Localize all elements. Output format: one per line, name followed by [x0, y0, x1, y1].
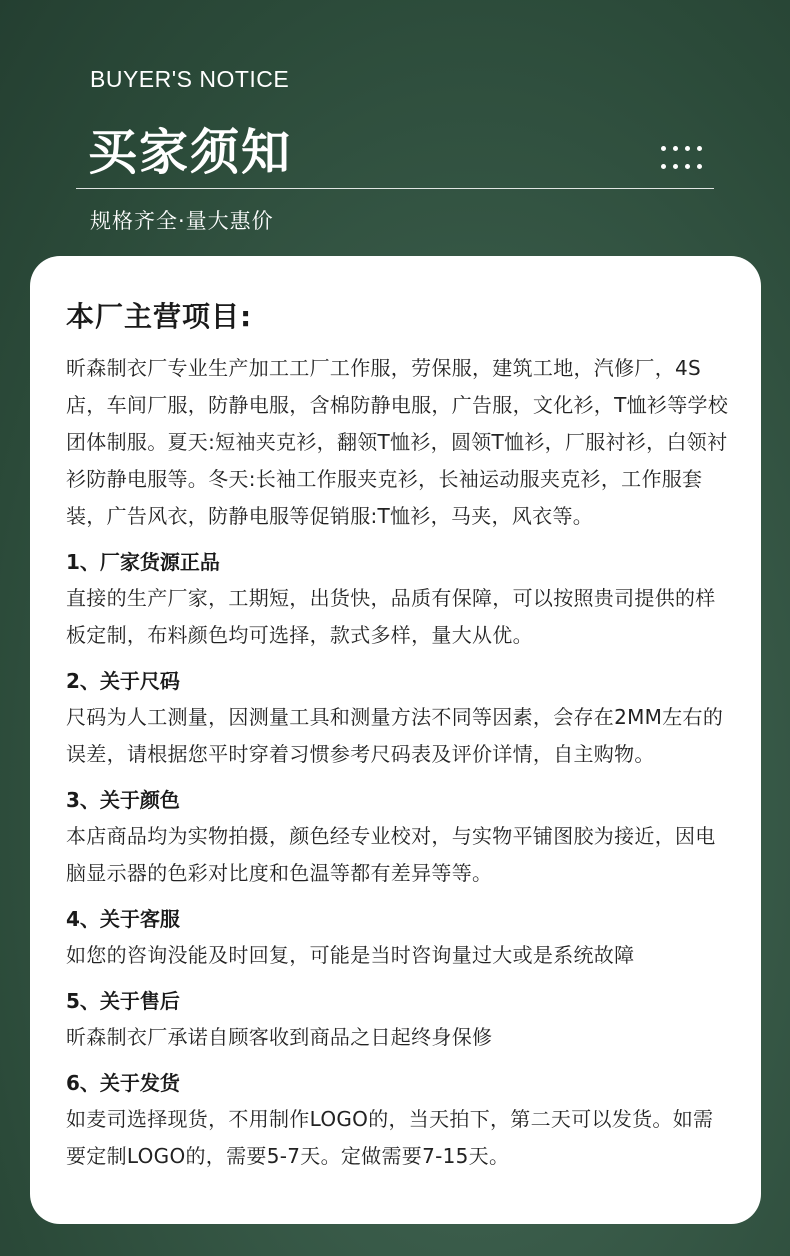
section-heading: 2、关于尺码: [66, 669, 180, 693]
header-en-title: BUYER'S NOTICE: [90, 66, 290, 92]
section-heading: 3、关于颜色: [66, 788, 180, 812]
section-heading: 4、关于客服: [66, 907, 180, 931]
dot: [685, 164, 690, 169]
dot: [673, 164, 678, 169]
section-body: 本店商品均为实物拍摄，颜色经专业校对，与实物平铺图胶为接近，因电脑显示器的色彩对比度和色温等都有差异等等。: [66, 824, 716, 885]
section-body: 如麦司选择现货，不用制作LOGO的，当天拍下，第二天可以发货。如需要定制LOGO的，需要5-7天。定做需要7-15天。: [66, 1107, 714, 1168]
card-title: 本厂主营项目:: [66, 300, 253, 333]
section-heading: 5、关于售后: [66, 989, 180, 1013]
dot: [685, 146, 690, 151]
dot-grid-icon: [661, 146, 703, 172]
dot: [673, 146, 678, 151]
notice-card: [30, 256, 761, 1224]
header-divider: [76, 188, 714, 189]
section-body: 尺码为人工测量，因测量工具和测量方法不同等因素，会存在2MM左右的误差，请根据您平时穿着习惯参考尺码表及评价详情，自主购物。: [66, 705, 724, 766]
intro-paragraph: 昕森制衣厂专业生产加工工厂工作服，劳保服，建筑工地，汽修厂，4S店，车间厂服，防静电服，含棉防静电服，广告服，文化衫，T恤衫等学校团体制服。夏天:短袖夹克衫，翻领T恤衫，圆领T恤衫，厂服衬衫，白领衬衫防静电服等。冬天:长袖工作服夹克衫，长袖运动服夹克衫，工作服套装，广告风衣，防静电服等促销服:T恤衫，马夹，风衣等。: [66, 356, 729, 528]
header-zh-title: 买家须知: [88, 124, 293, 181]
section-body: 如您的咨询没能及时回复，可能是当时咨询量过大或是系统故障: [66, 943, 635, 967]
dot: [697, 146, 702, 151]
dot: [661, 164, 666, 169]
section-heading: 6、关于发货: [66, 1071, 180, 1095]
dot: [697, 164, 702, 169]
header-subtitle: 规格齐全·量大惠价: [90, 209, 274, 233]
section-body: 昕森制衣厂承诺自顾客收到商品之日起终身保修: [66, 1025, 493, 1049]
section-heading: 1、厂家货源正品: [66, 550, 220, 574]
dot: [661, 146, 666, 151]
section-body: 直接的生产厂家，工期短，出货快，品质有保障，可以按照贵司提供的样板定制，布料颜色均可选择，款式多样，量大从优。: [66, 586, 716, 647]
